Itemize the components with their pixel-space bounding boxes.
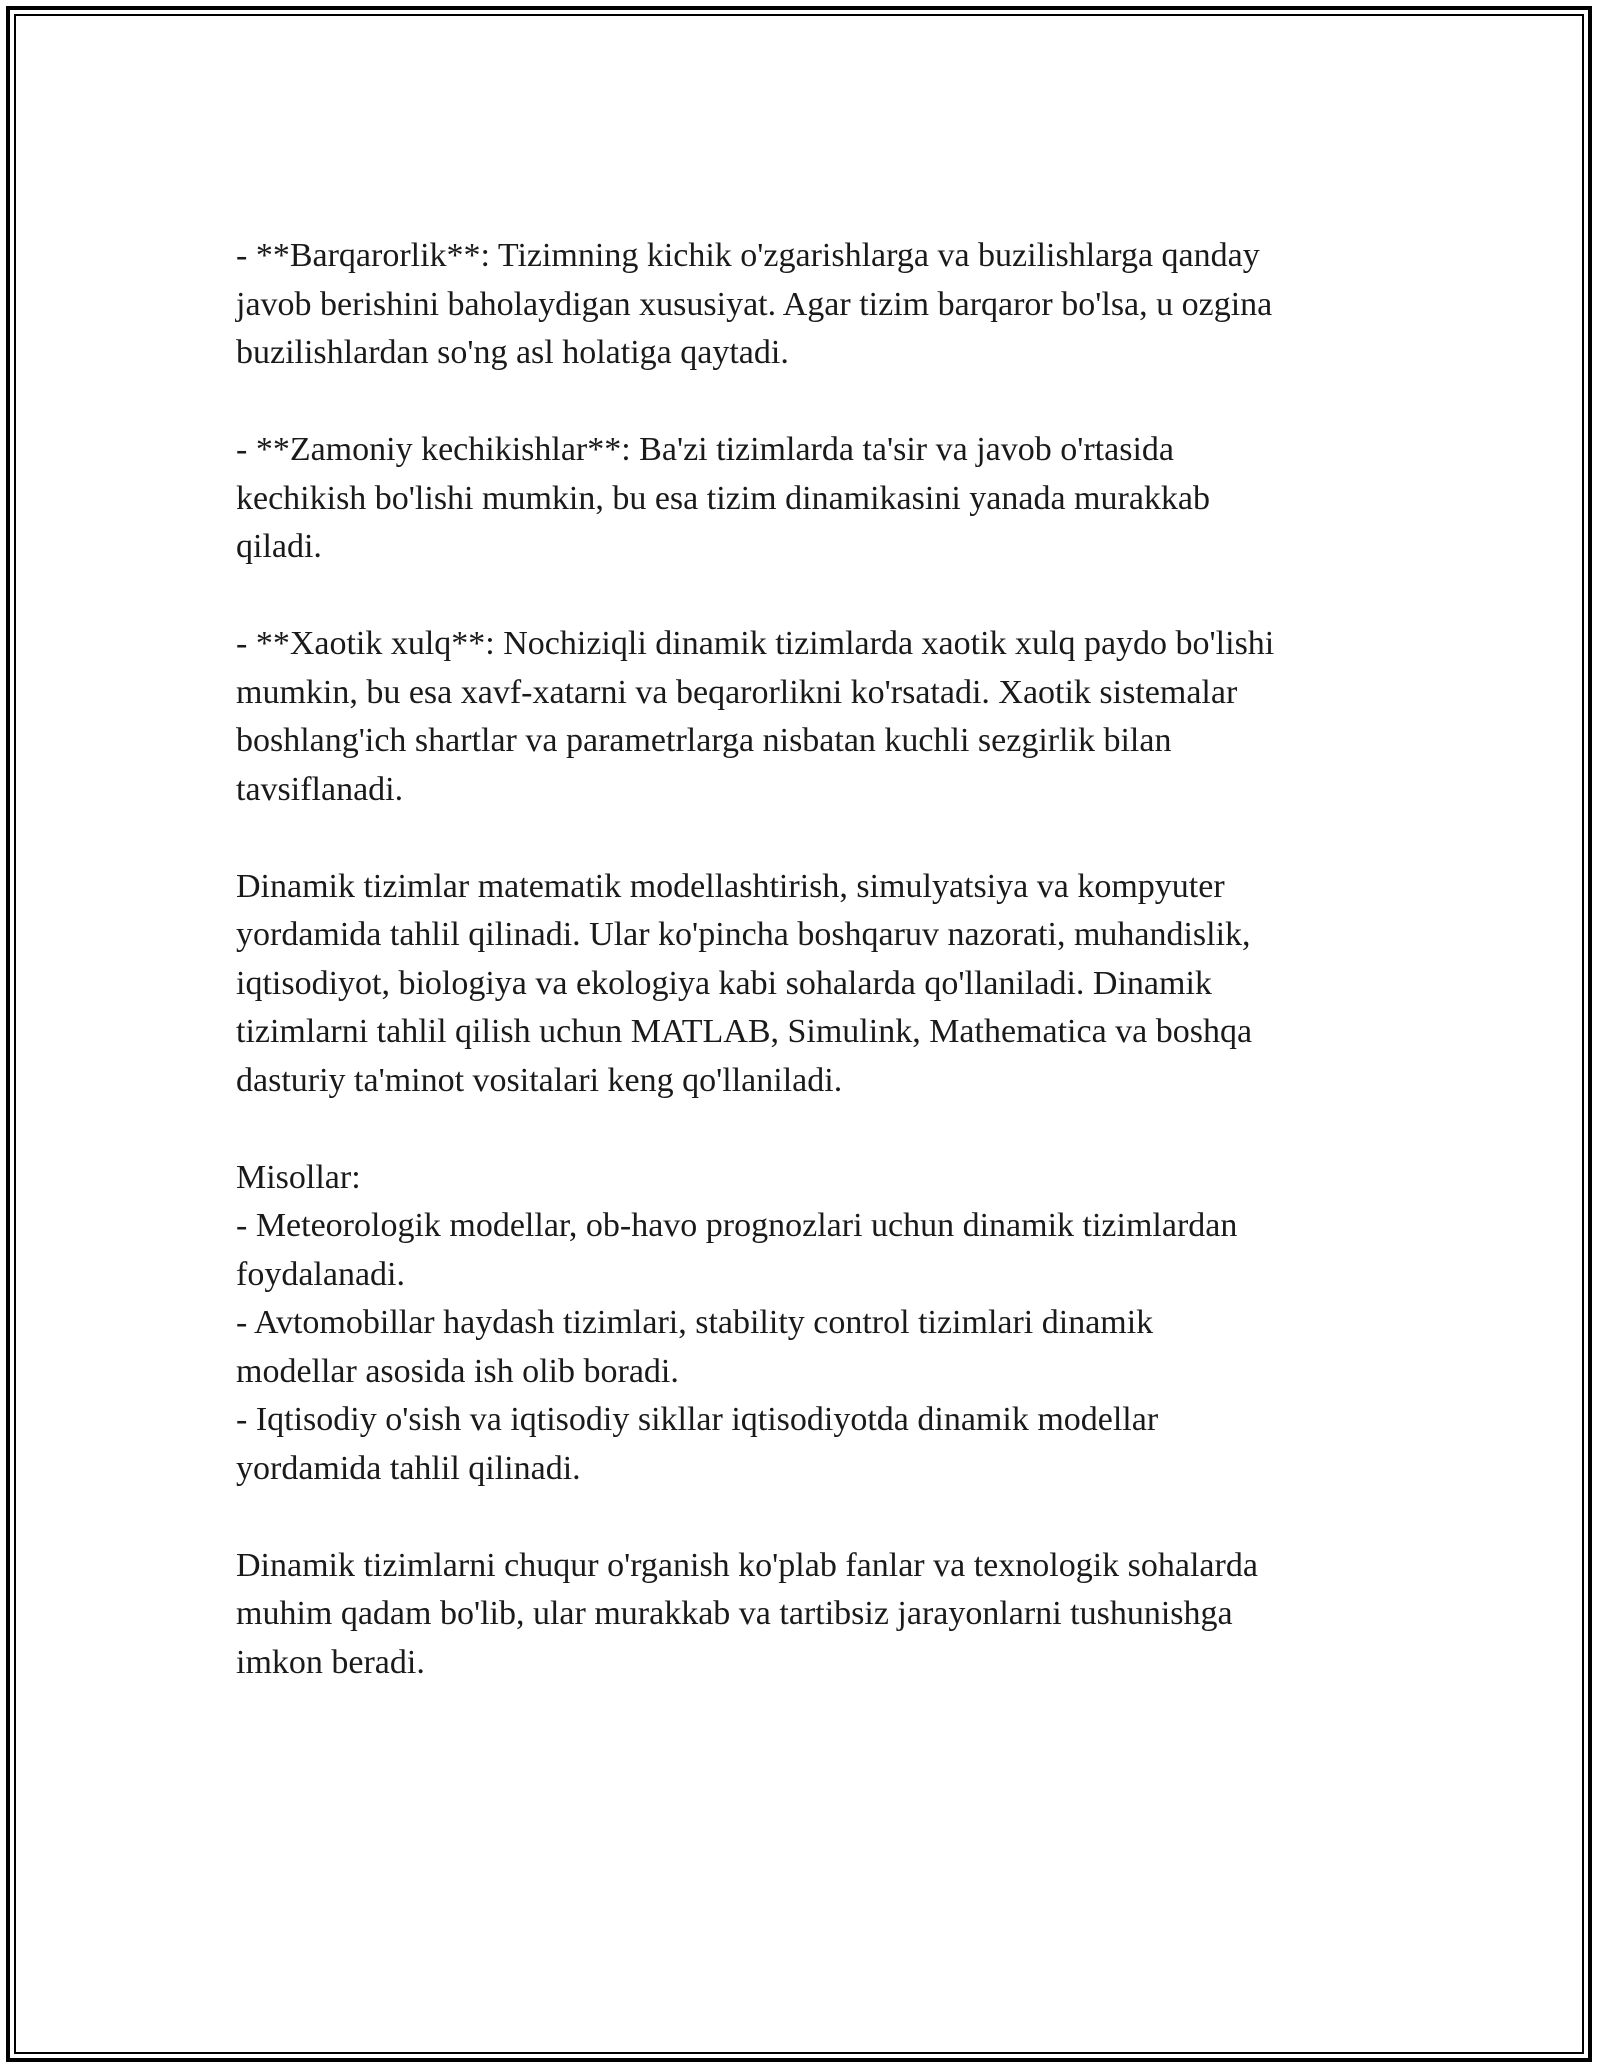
paragraph-tahlil — [236, 863, 1366, 1106]
paragraph-xulosa — [236, 1542, 1366, 1688]
text-line: Misollar: — [236, 1158, 361, 1196]
text-line: - **Xaotik xulq**: Nochiziqli dinamik tizimlarda xaotik xulq paydo bo'lishi — [236, 625, 1275, 662]
text-line: imkon beradi. — [236, 1643, 425, 1681]
text-line: - Iqtisodiy o'sish va iqtisodiy sikllar iqtisodiyotda dinamik modellar — [236, 1401, 1159, 1438]
paragraph-xaotik-xulq — [236, 620, 1366, 814]
paragraph-zamoniy-kechikishlar — [236, 426, 1366, 572]
text-line: tavsiflanadi. — [236, 770, 404, 808]
paragraph-barqarorlik — [236, 232, 1366, 378]
text-line: kechikish bo'lishi mumkin, bu esa tizim dinamikasini yanada murakkab — [236, 479, 1210, 517]
text-line: boshlang'ich shartlar va parametrlarga nisbatan kuchli sezgirlik bilan — [236, 722, 1172, 759]
text-line: yordamida tahlil qilinadi. — [236, 1449, 581, 1487]
text-line: tizimlarni tahlil qilish uchun MATLAB, Simulink, Mathematica va boshqa — [236, 1013, 1253, 1050]
text-line: dasturiy ta'minot vositalari keng qo'llaniladi. — [236, 1061, 843, 1099]
text-line: - **Barqarorlik**: Tizimning kichik o'zgarishlarga va buzilishlarga qanday — [236, 237, 1260, 274]
document-body — [236, 232, 1366, 1736]
paragraph-misollar — [236, 1154, 1366, 1494]
text-line: - **Zamoniy kechikishlar**: Ba'zi tizimlarda ta'sir va javob o'rtasida — [236, 431, 1174, 468]
text-line: modellar asosida ish olib boradi. — [236, 1352, 679, 1390]
text-line: javob berishini baholaydigan xususiyat. Agar tizim barqaror bo'lsa, u ozgina — [236, 285, 1273, 323]
text-line: qiladi. — [236, 528, 322, 565]
text-line: - Meteorologik modellar, ob-havo prognozlari uchun dinamik tizimlardan — [236, 1207, 1238, 1244]
text-line: foydalanadi. — [236, 1255, 405, 1293]
text-line: yordamida tahlil qilinadi. Ular ko'pincha boshqaruv nazorati, muhandislik, — [236, 916, 1251, 953]
text-line: muhim qadam bo'lib, ular murakkab va tartibsiz jarayonlarni tushunishga — [236, 1595, 1233, 1632]
text-line: buzilishlardan so'ng asl holatiga qaytadi. — [236, 334, 789, 371]
text-line: - Avtomobillar haydash tizimlari, stability control tizimlari dinamik — [236, 1304, 1154, 1341]
text-line: Dinamik tizimlar matematik modellashtirish, simulyatsiya va kompyuter — [236, 867, 1225, 905]
text-line: iqtisodiyot, biologiya va ekologiya kabi sohalarda qo'llaniladi. Dinamik — [236, 964, 1212, 1002]
text-line: Dinamik tizimlarni chuqur o'rganish ko'plab fanlar va texnologik sohalarda — [236, 1546, 1258, 1584]
text-line: mumkin, bu esa xavf-xatarni va beqarorlikni ko'rsatadi. Xaotik sistemalar — [236, 673, 1238, 711]
